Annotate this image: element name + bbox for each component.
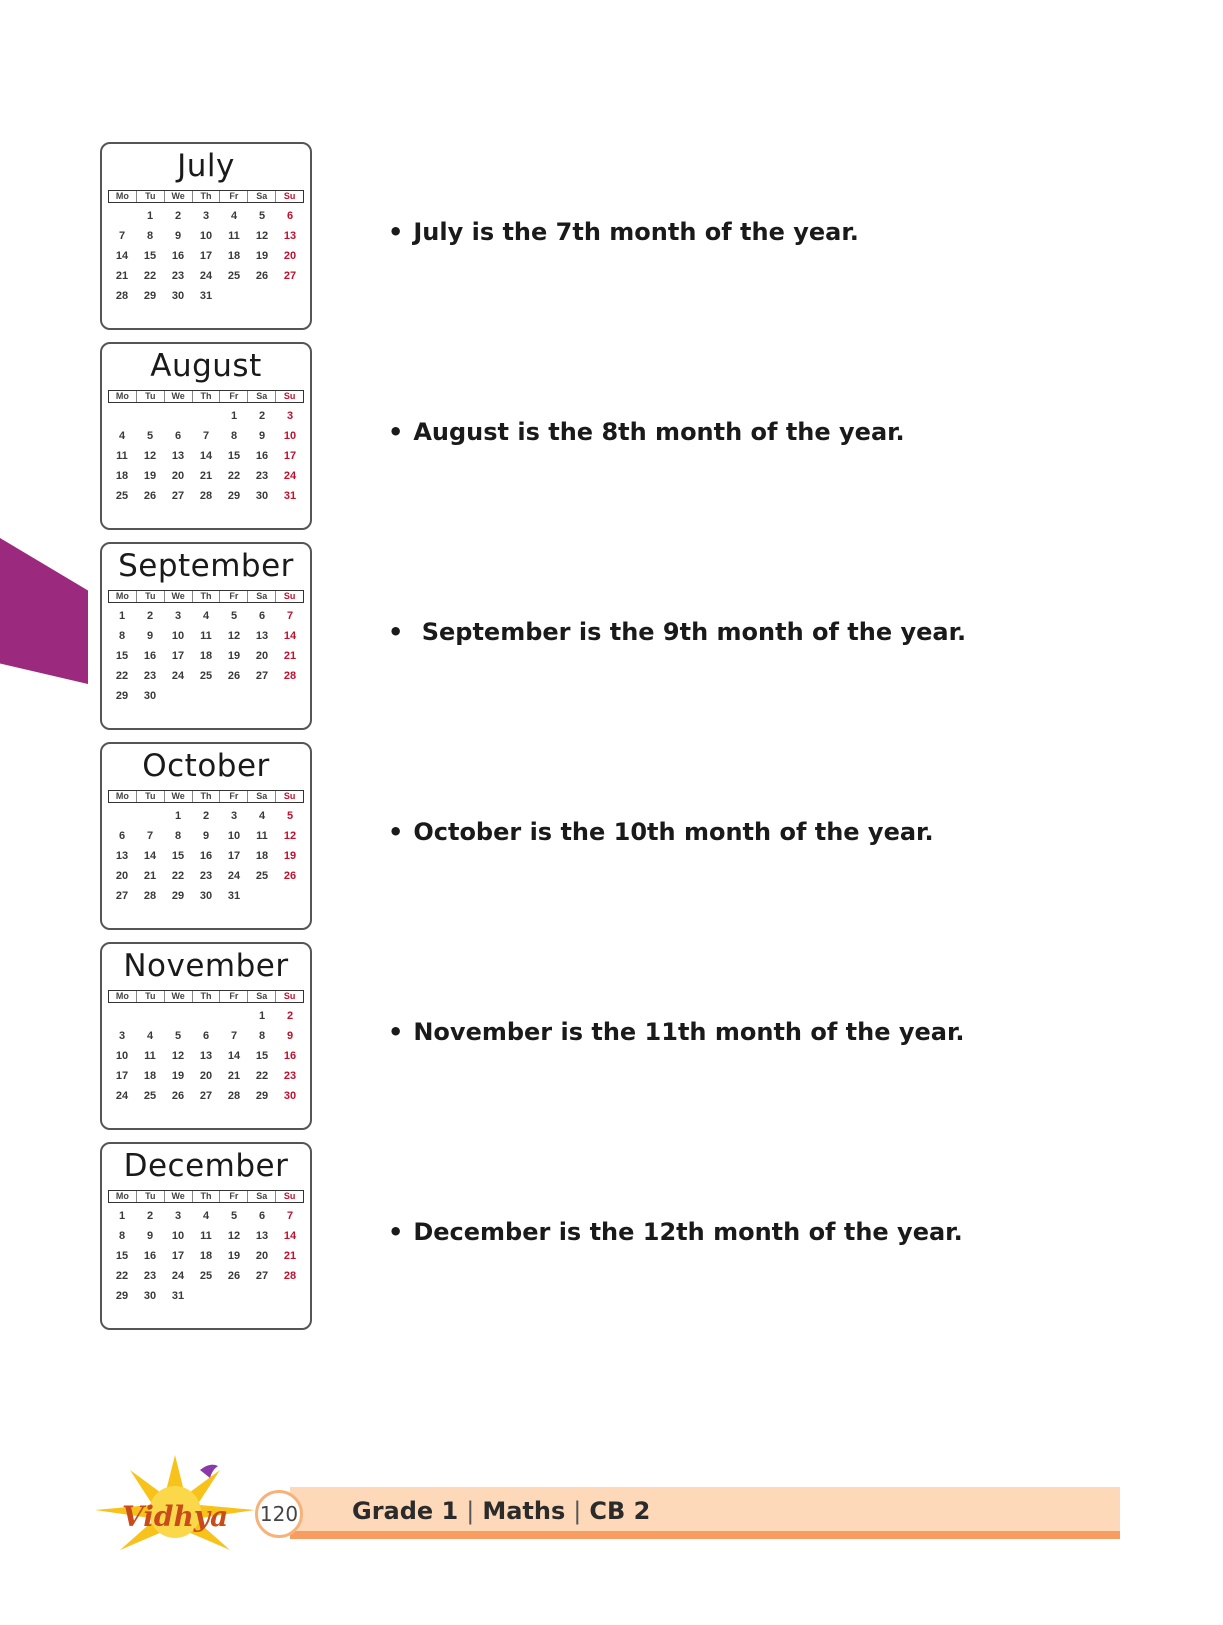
calendar-day: 4 [202, 610, 210, 622]
logo-wordmark: Vidhya [122, 1500, 229, 1533]
weekday-label: Tu [137, 791, 165, 802]
bullet: • [388, 418, 404, 446]
calendar-day: 6 [202, 1030, 210, 1042]
calendar-day: 7 [286, 610, 294, 622]
calendar-day: 29 [227, 490, 241, 502]
calendar-day: 17 [171, 1250, 185, 1262]
calendar-day: 12 [227, 630, 241, 642]
calendar-day: 27 [171, 490, 185, 502]
calendar-day: 10 [115, 1050, 129, 1062]
weekday-label: Su [283, 191, 296, 201]
statement-text: November is the 11th month of the year. [413, 1018, 965, 1046]
calendar-day [108, 1006, 136, 1026]
calendar-day: 23 [199, 870, 213, 882]
calendar-day: 28 [283, 670, 297, 682]
calendar-day: 13 [199, 1050, 213, 1062]
calendar-day: 22 [171, 870, 185, 882]
calendar-day: 4 [202, 1210, 210, 1222]
statement-text: August is the 8th month of the year. [413, 418, 905, 446]
calendar-day: 3 [118, 1030, 126, 1042]
calendar-day: 21 [227, 1070, 241, 1082]
calendar-day: 3 [202, 210, 210, 222]
calendar-day: 12 [171, 1050, 185, 1062]
footer-subject: Maths [482, 1497, 566, 1525]
calendar-day: 19 [255, 250, 269, 262]
calendar-day: 5 [258, 210, 266, 222]
calendar-day: 2 [146, 610, 154, 622]
calendar-month-title: December [123, 1148, 289, 1184]
calendar-day: 8 [258, 1030, 266, 1042]
calendar-day: 14 [199, 450, 213, 462]
calendar-day: 12 [143, 450, 157, 462]
bullet: • [388, 1218, 404, 1246]
calendar-day: 8 [146, 230, 154, 242]
calendar-day: 3 [174, 610, 182, 622]
calendar-day: 20 [171, 470, 185, 482]
calendar-day: 21 [115, 270, 129, 282]
calendar-day: 17 [283, 450, 297, 462]
calendar-month-title: September [118, 548, 294, 584]
calendar-day: 5 [286, 810, 294, 822]
calendar-day: 22 [227, 470, 241, 482]
calendar-day: 30 [255, 490, 269, 502]
weekday-label: Fr [220, 791, 248, 802]
calendar-day: 20 [255, 650, 269, 662]
calendar-day: 10 [227, 830, 241, 842]
month-statement [388, 1218, 963, 1246]
calendar-day: 2 [286, 1010, 294, 1022]
calendar-month-title: November [123, 948, 289, 984]
weekday-label: Su [283, 991, 296, 1001]
calendar-day: 13 [255, 1230, 269, 1242]
weekday-label: Tu [137, 1191, 165, 1202]
footer-book: CB 2 [589, 1497, 651, 1525]
calendar-weekday-header [108, 190, 304, 203]
calendar-day: 7 [286, 1210, 294, 1222]
calendar-day: 18 [255, 850, 269, 862]
calendar-day: 11 [200, 630, 212, 642]
calendar-day: 21 [199, 470, 213, 482]
calendar-day: 11 [228, 230, 240, 242]
calendar-day [136, 406, 164, 426]
calendar-day: 25 [227, 270, 241, 282]
calendar-day: 7 [230, 1030, 238, 1042]
calendar-day: 2 [146, 1210, 154, 1222]
calendar-card [100, 1142, 312, 1330]
bullet: • [388, 218, 404, 246]
calendar-month-title: August [150, 348, 262, 384]
calendar-day: 14 [283, 630, 297, 642]
calendar-day: 18 [199, 1250, 213, 1262]
weekday-label: Su [283, 791, 296, 801]
calendar-day: 24 [115, 1090, 129, 1102]
calendar-day: 7 [202, 430, 210, 442]
calendar-day: 23 [171, 270, 185, 282]
calendar-day [192, 406, 220, 426]
calendar-day: 26 [171, 1090, 185, 1102]
calendar-day: 27 [255, 670, 269, 682]
calendar-day: 9 [202, 830, 210, 842]
calendar-day: 29 [115, 1290, 129, 1302]
month-statement [388, 1018, 965, 1046]
calendar-day: 12 [255, 230, 269, 242]
calendar-day: 26 [227, 670, 241, 682]
calendar-day: 10 [199, 230, 213, 242]
calendar-day: 16 [143, 1250, 157, 1262]
calendar-day: 28 [143, 890, 157, 902]
calendar-day: 4 [230, 210, 238, 222]
calendar-day: 1 [146, 210, 154, 222]
calendar-day: 16 [143, 650, 157, 662]
calendar-day: 27 [283, 270, 297, 282]
weekday-label: Tu [137, 991, 165, 1002]
calendar-day: 18 [227, 250, 241, 262]
calendar-day-grid [108, 206, 304, 306]
calendar-day: 4 [118, 430, 126, 442]
statement-text: December is the 12th month of the year. [413, 1218, 963, 1246]
calendar-day: 13 [255, 630, 269, 642]
calendar-day: 29 [171, 890, 185, 902]
calendar-weekday-header [108, 590, 304, 603]
calendar-day [108, 406, 136, 426]
calendar-day [220, 1006, 248, 1026]
calendar-day: 2 [174, 210, 182, 222]
weekday-label: Tu [137, 391, 165, 402]
calendar-day: 10 [171, 1230, 185, 1242]
weekday-label: Tu [137, 591, 165, 602]
calendar-day: 27 [255, 1270, 269, 1282]
calendar-card [100, 142, 312, 330]
calendar-day: 11 [144, 1050, 156, 1062]
calendar-day: 25 [199, 1270, 213, 1282]
calendar-day: 31 [227, 890, 241, 902]
weekday-label: Th [193, 991, 221, 1002]
weekday-label: Mo [109, 591, 137, 602]
weekday-label: Th [193, 791, 221, 802]
calendar-day: 5 [230, 610, 238, 622]
weekday-label: We [165, 191, 193, 202]
calendar-day: 13 [283, 230, 297, 242]
calendar-day: 23 [143, 670, 157, 682]
month-statement [388, 818, 934, 846]
calendar-day: 4 [146, 1030, 154, 1042]
calendar-day: 22 [143, 270, 157, 282]
calendar-day: 1 [118, 1210, 126, 1222]
calendar-day: 18 [115, 470, 129, 482]
calendar-day: 15 [227, 450, 241, 462]
calendar-day: 25 [199, 670, 213, 682]
calendar-day: 14 [143, 850, 157, 862]
bullet: • [388, 1018, 404, 1046]
calendar-day: 24 [171, 670, 185, 682]
calendar-day: 26 [143, 490, 157, 502]
month-statement [388, 418, 905, 446]
calendar-day: 31 [171, 1290, 185, 1302]
calendar-day: 22 [115, 1270, 129, 1282]
calendar-day: 30 [283, 1090, 297, 1102]
calendar-day: 7 [118, 230, 126, 242]
calendar-day: 17 [171, 650, 185, 662]
calendar-day: 23 [283, 1070, 297, 1082]
calendar-day: 16 [199, 850, 213, 862]
calendar-day: 15 [115, 1250, 129, 1262]
calendar-day: 8 [118, 1230, 126, 1242]
calendar-day: 5 [230, 1210, 238, 1222]
weekday-label: Th [193, 191, 221, 202]
calendar-day: 22 [115, 670, 129, 682]
calendar-month-title: July [177, 148, 235, 184]
calendar-weekday-header [108, 990, 304, 1003]
calendar-day [136, 1006, 164, 1026]
calendar-day: 8 [174, 830, 182, 842]
calendar-day: 17 [199, 250, 213, 262]
calendar-day: 8 [230, 430, 238, 442]
side-accent-tab [0, 538, 88, 684]
weekday-label: Fr [220, 1191, 248, 1202]
calendar-day: 28 [199, 490, 213, 502]
calendar-day-grid [108, 606, 304, 706]
weekday-label: We [165, 1191, 193, 1202]
calendar-weekday-header [108, 790, 304, 803]
calendar-day: 30 [143, 1290, 157, 1302]
calendar-day: 9 [174, 230, 182, 242]
calendar-day: 27 [115, 890, 129, 902]
weekday-label: We [165, 991, 193, 1002]
calendar-day: 18 [199, 650, 213, 662]
weekday-label: Su [283, 1191, 296, 1201]
calendar-day: 11 [200, 1230, 212, 1242]
calendar-day-grid [108, 1006, 304, 1106]
weekday-label: Th [193, 391, 221, 402]
calendar-day: 9 [146, 1230, 154, 1242]
calendar-day: 19 [143, 470, 157, 482]
calendar-day: 10 [171, 630, 185, 642]
calendar-day [192, 1006, 220, 1026]
calendar-day: 15 [171, 850, 185, 862]
calendar-day: 6 [258, 1210, 266, 1222]
weekday-label: Mo [109, 391, 137, 402]
calendar-day: 6 [174, 430, 182, 442]
calendar-day: 29 [143, 290, 157, 302]
calendar-card [100, 542, 312, 730]
calendar-day: 3 [174, 1210, 182, 1222]
weekday-label: We [165, 791, 193, 802]
calendar-day: 30 [171, 290, 185, 302]
calendar-day: 9 [286, 1030, 294, 1042]
weekday-label: We [165, 391, 193, 402]
weekday-label: Su [283, 391, 296, 401]
calendar-day: 19 [227, 650, 241, 662]
calendar-day: 5 [146, 430, 154, 442]
calendar-day: 30 [199, 890, 213, 902]
calendar-day: 19 [227, 1250, 241, 1262]
calendar-day: 29 [255, 1090, 269, 1102]
calendar-day: 6 [258, 610, 266, 622]
calendar-day: 19 [283, 850, 297, 862]
weekday-label: Sa [248, 1191, 276, 1202]
footer-grade: Grade 1 [352, 1497, 459, 1525]
weekday-label: Mo [109, 991, 137, 1002]
calendar-day: 8 [118, 630, 126, 642]
month-statement [388, 218, 859, 246]
calendar-day: 2 [202, 810, 210, 822]
calendar-day: 1 [118, 610, 126, 622]
calendar-day: 12 [227, 1230, 241, 1242]
calendar-day: 25 [115, 490, 129, 502]
calendar-day: 2 [258, 410, 266, 422]
calendar-day: 31 [283, 490, 297, 502]
calendar-day [108, 806, 136, 826]
calendar-day: 19 [171, 1070, 185, 1082]
calendar-day: 11 [116, 450, 128, 462]
calendar-day: 15 [143, 250, 157, 262]
calendar-day: 13 [115, 850, 129, 862]
calendar-day: 21 [283, 650, 297, 662]
calendar-day: 9 [258, 430, 266, 442]
calendar-day: 21 [283, 1250, 297, 1262]
calendar-day: 1 [174, 810, 182, 822]
calendar-day: 17 [115, 1070, 129, 1082]
calendar-day: 20 [115, 870, 129, 882]
calendar-day: 14 [115, 250, 129, 262]
calendar-day: 24 [227, 870, 241, 882]
calendar-day: 30 [143, 690, 157, 702]
weekday-label: Fr [220, 191, 248, 202]
calendar-day: 12 [283, 830, 297, 842]
calendar-day: 24 [199, 270, 213, 282]
calendar-day: 20 [255, 1250, 269, 1262]
calendar-day-grid [108, 406, 304, 506]
calendar-day: 28 [115, 290, 129, 302]
calendar-weekday-header [108, 1190, 304, 1203]
calendar-day: 15 [255, 1050, 269, 1062]
calendar-day: 18 [143, 1070, 157, 1082]
calendar-day: 21 [143, 870, 157, 882]
calendar-weekday-header [108, 390, 304, 403]
weekday-label: Mo [109, 791, 137, 802]
weekday-label: Fr [220, 391, 248, 402]
calendar-day: 11 [256, 830, 268, 842]
footer-separator: | [466, 1497, 475, 1525]
calendar-day: 23 [255, 470, 269, 482]
weekday-label: Th [193, 591, 221, 602]
calendar-day: 26 [255, 270, 269, 282]
calendar-day: 9 [146, 630, 154, 642]
weekday-label: Mo [109, 1191, 137, 1202]
bullet: • [388, 618, 404, 646]
calendar-day: 14 [283, 1230, 297, 1242]
calendar-day: 29 [115, 690, 129, 702]
calendar-day: 20 [199, 1070, 213, 1082]
calendar-day: 3 [286, 410, 294, 422]
weekday-label: Mo [109, 191, 137, 202]
calendar-day: 24 [283, 470, 297, 482]
calendar-day: 25 [255, 870, 269, 882]
bullet: • [388, 818, 404, 846]
calendar-day: 6 [118, 830, 126, 842]
calendar-day: 27 [199, 1090, 213, 1102]
calendar-day: 20 [283, 250, 297, 262]
weekday-label: Sa [248, 191, 276, 202]
page-number: 120 [255, 1490, 303, 1538]
weekday-label: Th [193, 1191, 221, 1202]
calendar-day: 5 [174, 1030, 182, 1042]
calendar-day: 10 [283, 430, 297, 442]
weekday-label: Sa [248, 791, 276, 802]
calendar-day: 3 [230, 810, 238, 822]
weekday-label: Su [283, 591, 296, 601]
weekday-label: Sa [248, 991, 276, 1002]
statement-text: September is the 9th month of the year. [413, 618, 967, 646]
calendar-day: 4 [258, 810, 266, 822]
calendar-day: 31 [199, 290, 213, 302]
month-statement [388, 618, 966, 646]
weekday-label: Sa [248, 391, 276, 402]
footer-title [352, 1497, 650, 1525]
calendar-day [164, 1006, 192, 1026]
calendar-card [100, 942, 312, 1130]
calendar-day: 16 [255, 450, 269, 462]
statement-text: July is the 7th month of the year. [413, 218, 859, 246]
calendar-card [100, 742, 312, 930]
calendar-day: 22 [255, 1070, 269, 1082]
calendar-day: 13 [171, 450, 185, 462]
footer-separator: | [573, 1497, 582, 1525]
calendar-day [164, 406, 192, 426]
calendar-day-grid [108, 1206, 304, 1306]
weekday-label: Sa [248, 591, 276, 602]
calendar-day: 17 [227, 850, 241, 862]
calendar-day: 1 [230, 410, 238, 422]
calendar-day: 16 [171, 250, 185, 262]
weekday-label: Fr [220, 591, 248, 602]
calendar-day: 25 [143, 1090, 157, 1102]
calendar-day: 15 [115, 650, 129, 662]
calendar-day [136, 806, 164, 826]
calendar-day: 14 [227, 1050, 241, 1062]
weekday-label: We [165, 591, 193, 602]
calendar-day: 7 [146, 830, 154, 842]
calendar-day: 24 [171, 1270, 185, 1282]
calendar-day: 28 [227, 1090, 241, 1102]
calendar-day: 26 [227, 1270, 241, 1282]
calendar-month-title: October [142, 748, 270, 784]
calendar-day [108, 206, 136, 226]
calendar-day: 26 [283, 870, 297, 882]
statement-text: October is the 10th month of the year. [413, 818, 934, 846]
calendar-day: 1 [258, 1010, 266, 1022]
weekday-label: Tu [137, 191, 165, 202]
calendar-card [100, 342, 312, 530]
calendar-day-grid [108, 806, 304, 906]
calendar-day: 23 [143, 1270, 157, 1282]
calendar-day: 6 [286, 210, 294, 222]
weekday-label: Fr [220, 991, 248, 1002]
calendar-day: 28 [283, 1270, 297, 1282]
calendar-day: 16 [283, 1050, 297, 1062]
